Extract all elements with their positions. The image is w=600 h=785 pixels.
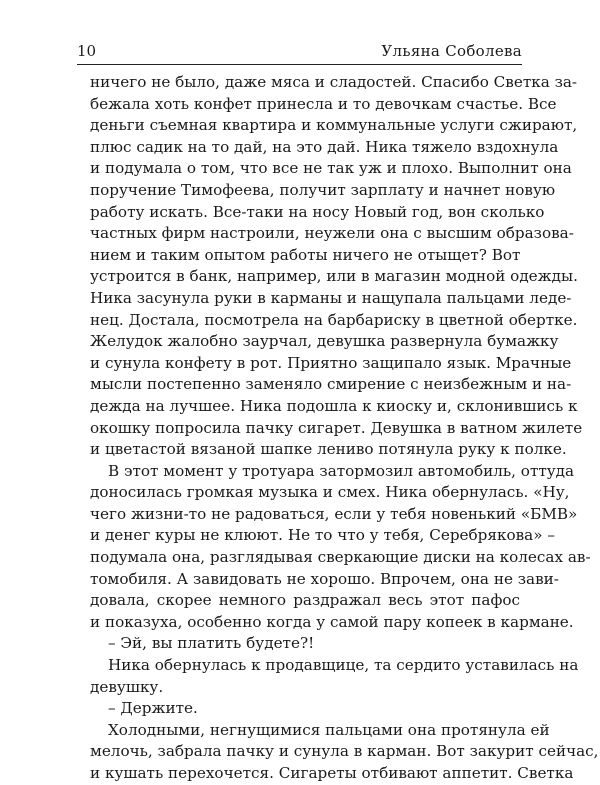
page-number: 10 bbox=[77, 42, 97, 60]
text-line: бежала хоть конфет принесла и то девочкам счастье. Все bbox=[90, 94, 557, 113]
text-line: доносилась громкая музыка и смех. Ника обернулась. «Ну, bbox=[90, 483, 570, 502]
text-line: и сунула конфету в рот. Приятно защипало язык. Мрачные bbox=[90, 353, 572, 372]
text-line: мелочь, забрала пачку и сунула в карман. Вот закурит сейчас, bbox=[90, 742, 599, 761]
text-line: деньги съемная квартира и коммунальные услуги сжирают, bbox=[90, 116, 578, 135]
text-line: и показуха, особенно когда у самой пару копеек в кармане. bbox=[90, 612, 574, 631]
text-line: плюс садик на то дай, на это дай. Ника тяжело вздохнула bbox=[90, 137, 559, 156]
text-line: подумала она, разглядывая сверкающие диски на колесах ав- bbox=[90, 548, 591, 567]
text-line: Желудок жалобно заурчал, девушка развернула бумажку bbox=[90, 332, 559, 351]
text-line: нием и таким опытом работы ничего не отыщет? Вот bbox=[90, 245, 521, 264]
text-line: довала, скорее немного раздражал весь этот пафос bbox=[90, 591, 520, 610]
text-line: ничего не было, даже мяса и сладостей. Спасибо Светка за- bbox=[90, 73, 578, 91]
text-line: – Держите. bbox=[108, 699, 198, 718]
text-line: томобиля. А завидовать не хорошо. Впрочем, она не зави- bbox=[90, 569, 559, 588]
text-line: окошку попросила пачку сигарет. Девушка в ватном жилете bbox=[90, 418, 583, 437]
text-line: Холодными, негнущимися пальцами она протянула ей bbox=[108, 720, 550, 739]
text-line: девушку. bbox=[90, 677, 164, 696]
text-line: мысли постепенно заменяло смирение с неизбежным и на- bbox=[90, 375, 572, 394]
body-text bbox=[90, 72, 599, 785]
running-head-author: Ульяна Соболева bbox=[381, 42, 522, 60]
text-line: и денег куры не клюют. Не то что у тебя, Серебрякова» – bbox=[90, 526, 555, 545]
text-line: Ника засунула руки в карманы и нащупала пальцами леде- bbox=[90, 288, 572, 307]
text-line: чего жизни-то не радоваться, если у тебя новенький «БМВ» bbox=[90, 504, 578, 523]
text-line: В этот момент у тротуара затормозил автомобиль, оттуда bbox=[108, 461, 575, 480]
text-line: и цветастой вязаной шапке лениво потянула руку к полке. bbox=[90, 440, 567, 459]
text-line: устроится в банк, например, или в магазин модной одежды. bbox=[90, 267, 578, 286]
text-line: частных фирм настроили, неужели она с высшим образова- bbox=[90, 224, 574, 243]
text-line: – Эй, вы платить будете?! bbox=[108, 634, 315, 653]
running-header bbox=[77, 40, 522, 65]
text-line: дежда на лучшее. Ника подошла к киоску и, склонившись к bbox=[90, 396, 578, 415]
text-line: и кушать перехочется. Сигареты отбивают аппетит. Светка bbox=[90, 764, 574, 782]
text-line: поручение Тимофеева, получит зарплату и начнет новую bbox=[90, 180, 556, 199]
text-line: Ника обернулась к продавщице, та сердито уставилась на bbox=[108, 656, 579, 675]
text-line: нец. Достала, посмотрела на барбариску в цветной обертке. bbox=[90, 310, 578, 329]
text-line: и подумала о том, что все не так уж и плохо. Выполнит она bbox=[90, 159, 572, 178]
text-line: работу искать. Все-таки на носу Новый год, вон сколько bbox=[90, 202, 545, 221]
